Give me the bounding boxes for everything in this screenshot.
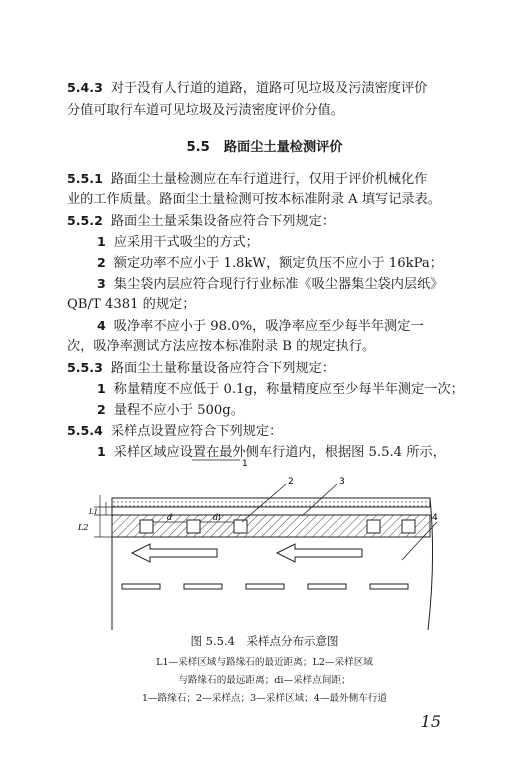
- sampling-point: [187, 520, 200, 533]
- item-text: 量程不应小于 500g。: [113, 403, 244, 418]
- callout-2: 2: [288, 477, 294, 487]
- list-item-continuation: 次，吸净率测试方法应按本标准附录 B 的规定执行。: [67, 339, 376, 354]
- section-heading: [0, 136, 529, 155]
- figure-caption: 图 5.5.4 采样点分布示意图: [190, 634, 339, 648]
- item-text: 集尘袋内层应符合现行行业标准《吸尘器集尘袋内层纸》: [113, 277, 444, 292]
- item-number: 2: [97, 255, 106, 270]
- para-5-5-1-line2: 业的工作质量。路面尘土量检测可按本标准附录 A 填写记录表。: [67, 192, 441, 207]
- list-item: [97, 232, 259, 253]
- callout-leaders: [192, 460, 437, 560]
- dimension-lines: [94, 495, 112, 537]
- section-number: 5.5: [186, 140, 210, 155]
- list-item: [97, 400, 244, 421]
- figure-note-line2: 与路缘石的最远距离；di—采样点间距；: [178, 675, 351, 686]
- sampling-area: [112, 515, 430, 537]
- callout-3: 3: [339, 477, 345, 487]
- sampling-point: [402, 520, 415, 533]
- clause-text: 对于没有人行道的道路，道路可见垃圾及污渍密度评价: [110, 81, 428, 96]
- list-item: [97, 274, 443, 295]
- list-item-continuation: QB/T 4381 的规定；: [67, 297, 196, 312]
- item-number: 2: [97, 402, 106, 417]
- sampling-point: [367, 520, 380, 533]
- item-text: 额定功率不应小于 1.8kW，额定负压不应小于 16kPa；: [113, 256, 443, 271]
- item-text: 应采用干式吸尘的方式；: [113, 235, 259, 250]
- clause-text: 路面尘土量检测应在车行道进行，仅用于评价机械化作: [110, 172, 428, 187]
- item-number: 1: [97, 444, 106, 459]
- clause-text: 路面尘土量采集设备应符合下列规定：: [110, 214, 336, 229]
- para-5-5-2-line1: [67, 211, 335, 232]
- item-number: 3: [97, 276, 106, 291]
- clause-text: 采样点设置应符合下列规定：: [110, 424, 283, 439]
- para-5-4-3-line2: 分值可取行车道可见垃圾及污渍密度评价分值。: [67, 103, 344, 118]
- para-5-4-3-line1: [67, 78, 427, 99]
- callout-1: 1: [242, 459, 248, 469]
- clause-number: 5.5.4: [67, 423, 103, 438]
- dim-L2-label: L2: [78, 523, 89, 532]
- sampling-point: [234, 520, 247, 533]
- item-text: 采样区域应设置在最外侧车行道内，根据图 5.5.4 所示，: [113, 445, 446, 460]
- para-5-5-4-line1: [67, 421, 282, 442]
- item-number: 1: [97, 381, 106, 396]
- clause-number: 5.4.3: [67, 80, 103, 95]
- curb: [112, 498, 430, 507]
- para-5-5-3-line1: [67, 358, 335, 379]
- figure-note-line1: L1—采样区域与路缘石的最近距离；L2—采样区域: [156, 657, 373, 668]
- item-number: 1: [97, 234, 106, 249]
- item-text: 称量精度不应低于 0.1g，称量精度应至少每半年测定一次；: [113, 382, 464, 397]
- list-item: [97, 379, 464, 400]
- traffic-direction-arrows: [132, 544, 362, 562]
- sampling-point-diagram: [78, 459, 442, 630]
- section-title: 路面尘土量检测评价: [223, 140, 343, 155]
- callout-4: 4: [432, 513, 438, 523]
- list-item: [97, 316, 424, 337]
- dim-L1-label: L1: [89, 508, 99, 516]
- list-item: [97, 253, 443, 274]
- dim-d-label-2: di: [213, 513, 221, 522]
- clause-text: 路面尘土量称量设备应符合下列规定：: [110, 361, 336, 376]
- para-5-5-1-line1: [67, 169, 427, 190]
- sampling-point: [140, 520, 153, 533]
- clause-number: 5.5.2: [67, 213, 103, 228]
- item-number: 4: [97, 318, 106, 333]
- page-number: 15: [420, 712, 441, 731]
- figure-note-line3: 1—路缘石；2—采样点；3—采样区域；4—最外侧车行道: [141, 693, 388, 704]
- dim-d-label: d: [167, 513, 173, 522]
- item-text: 吸净率不应小于 98.0%，吸净率应至少每半年测定一: [113, 319, 424, 334]
- clause-number: 5.5.3: [67, 360, 103, 375]
- clause-number: 5.5.1: [67, 171, 103, 186]
